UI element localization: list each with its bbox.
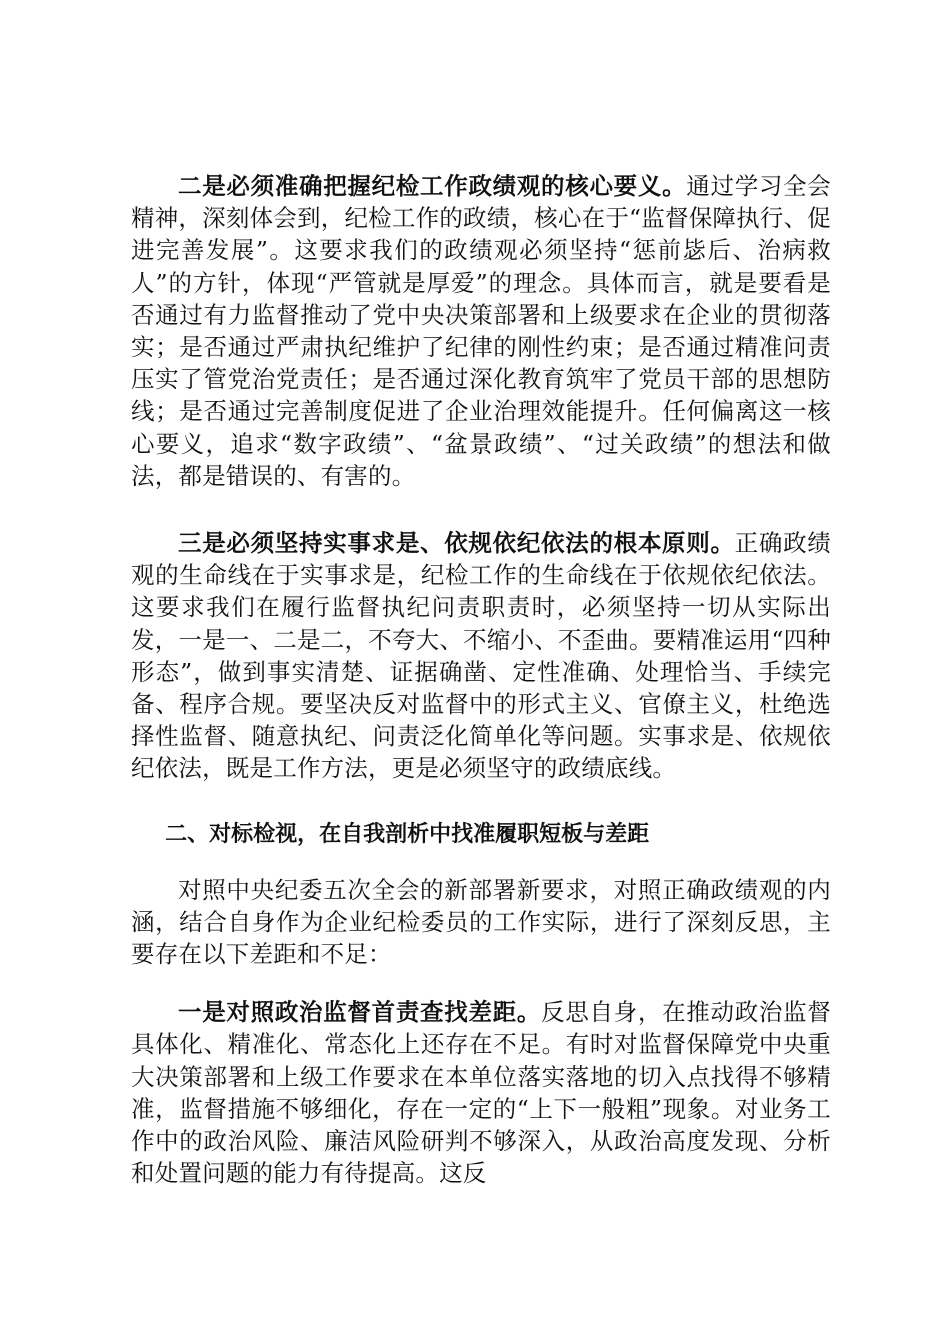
section-heading: 二、对标检视，在自我剖析中找准履职短板与差距 — [165, 820, 650, 847]
paragraph-core-requirement — [131, 170, 831, 492]
paragraph-fundamental-principle — [131, 527, 831, 785]
paragraph-lead-bold: 一是对照政治监督首责查找差距。 — [178, 998, 542, 1027]
paragraph-text: 反思自身，在推动政治监督具体化、精准化、常态化上还存在不足。有时对监督保障党中央重大决策部署和上级工作要求在本单位落实落地的切入点找得不够精准，监督措施不够细化，存在一定的“上下一般粗”现象。对业务工作中的政治风险、廉洁风险研判不够深入，从政治高度发现、分析和处置问题的能力有待提高。这反 — [131, 998, 832, 1188]
paragraph-political-supervision-gap — [131, 996, 831, 1189]
paragraph-lead-bold: 二是必须准确把握纪检工作政绩观的核心要义。 — [178, 172, 687, 200]
document-body — [131, 170, 831, 1189]
paragraph-lead-bold: 三是必须坚持实事求是、依规依纪依法的根本原则。 — [178, 529, 735, 558]
paragraph-intro: 对照中央纪委五次全会的新部署新要求，对照正确政绩观的内涵，结合自身作为企业纪检委员的工作实际，进行了深刻反思，主要存在以下差距和不足： — [131, 875, 831, 969]
paragraph-text: 通过学习全会精神，深刻体会到，纪检工作的政绩，核心在于“监督保障执行、促进完善发展”。这要求我们的政绩观必须坚持“惩前毖后、治病救人”的方针，体现“严管就是厚爱”的理念。具体而言，就是要看是否通过有力监督推动了党中央决策部署和上级要求在企业的贯彻落实；是否通过严肃执纪维护了纪律的刚性约束；是否通过精准问责压实了管党治党责任；是否通过深化教育筑牢了党员干部的思想防线；是否通过完善制度促进了企业治理效能提升。任何偏离这一核心要义，追求“数字政绩”、“盆景政绩”、“过关政绩”的想法和做法，都是错误的、有害的。 — [131, 172, 831, 490]
paragraph-text: 正确政绩观的生命线在于实事求是，纪检工作的生命线在于依规依纪依法。这要求我们在履行监督执纪问责职责时，必须坚持一切从实际出发，一是一、二是二，不夸大、不缩小、不歪曲。要精准运用“四种形态”，做到事实清楚、证据确凿、定性准确、处理恰当、手续完备、程序合规。要坚决反对监督中的形式主义、官僚主义，杜绝选择性监督、随意执纪、问责泛化简单化等问题。实事求是、依规依纪依法，既是工作方法，更是必须坚守的政绩底线。 — [131, 529, 831, 783]
